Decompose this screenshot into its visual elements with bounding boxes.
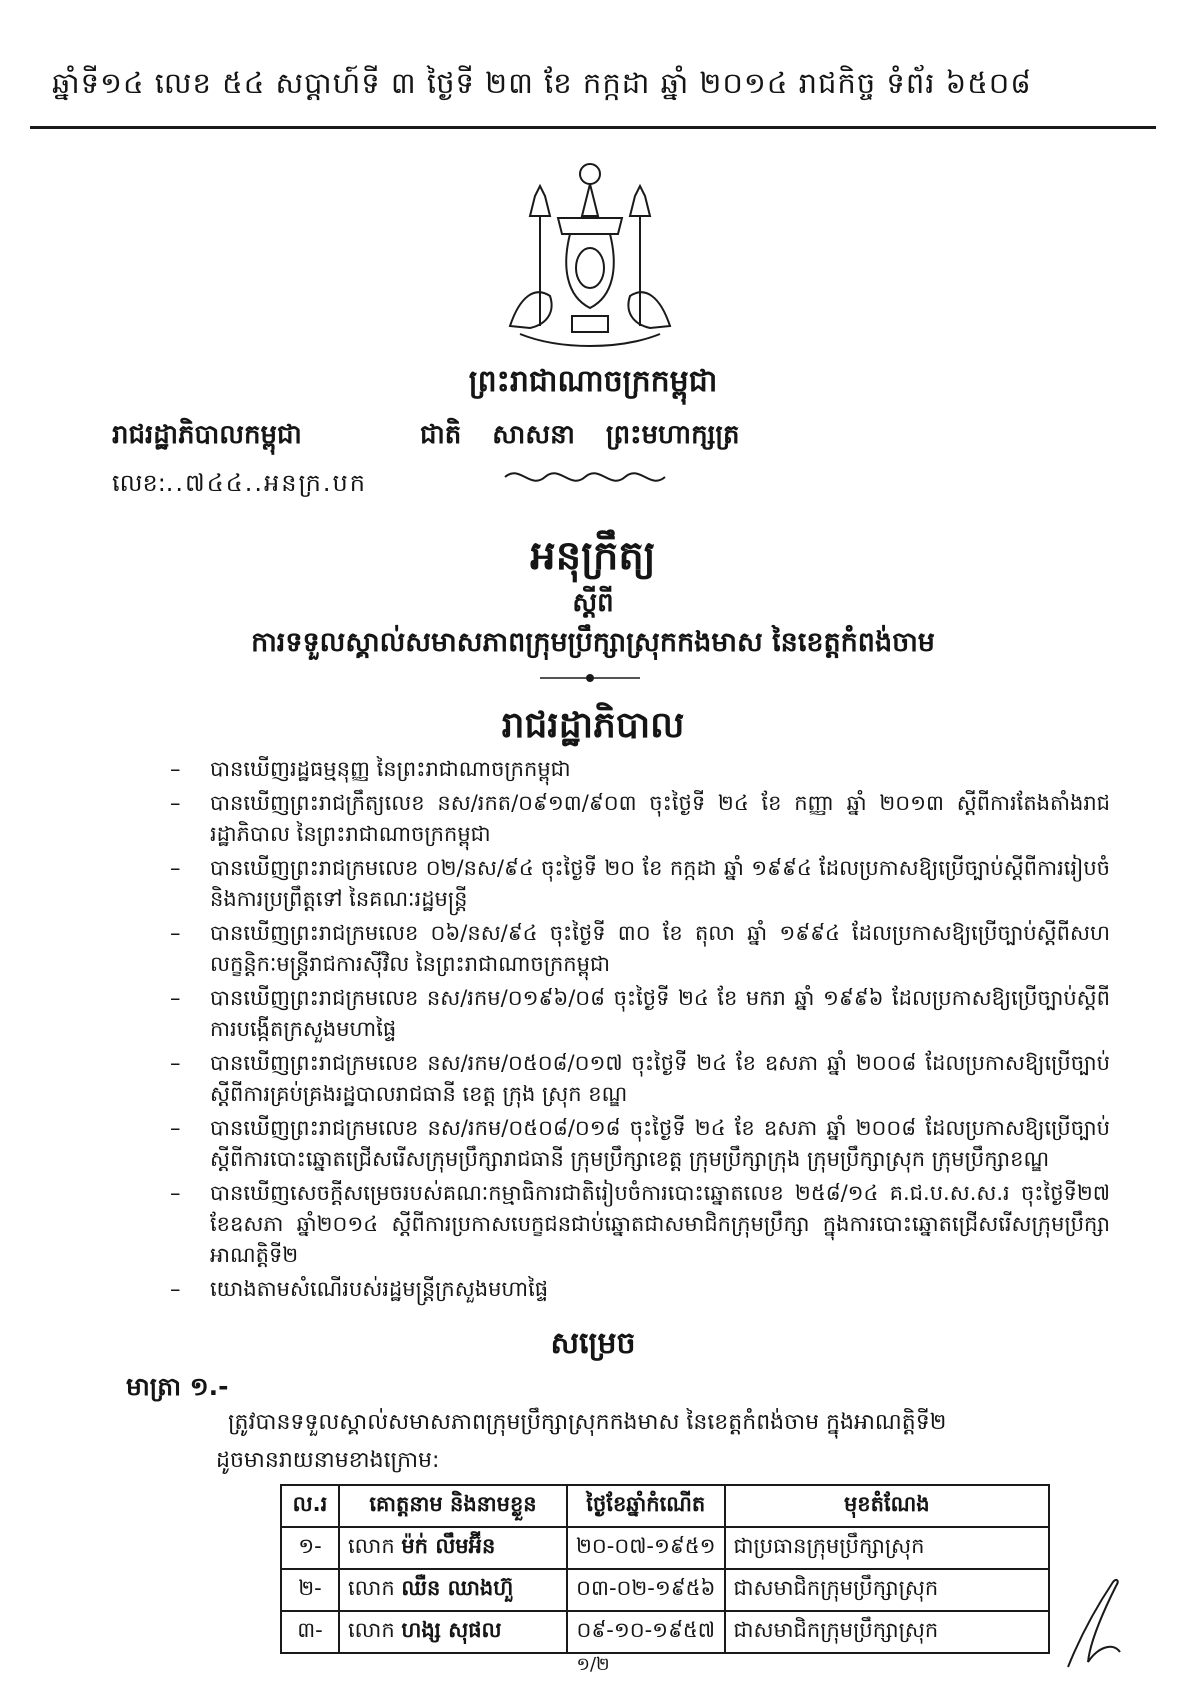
preamble-item: – បានឃើញសេចក្តីសម្រេចរបស់គណៈកម្មាធិការជាតិរៀបចំការបោះឆ្នោតលេខ ២៥៨/១៤ គ.ជ.ប.ស.ស.រ ចុះថ្ងៃទី២៧ ខែឧសភា ឆ្នាំ២០១៤ ស្តីពីការប្រកាសបេក្ខជនជាប់ឆ្នោតជាសមាជិកក្រុមប្រឹក្សា ក្នុងការបោះឆ្នោតជ្រើសរើសក្រុមប្រឹក្សា អាណត្តិទី២	[170, 1181, 1110, 1267]
issuing-body: រាជរដ្ឋាភិបាលកម្ពុជា	[112, 420, 302, 450]
member-position: ជាសមាជិកក្រុមប្រឹក្សាស្រុក	[725, 1611, 1049, 1653]
table-row	[281, 1527, 1049, 1569]
preamble-item: – បានឃើញព្រះរាជក្រមលេខ ០៦/នស/៩៤ ចុះថ្ងៃទី ៣០ ខែ តុលា ឆ្នាំ ១៩៩៤ ដែលប្រកាសឱ្យប្រើច្បាប់ស្តីពីសហលក្ខន្តិកៈមន្ត្រីរាជការស៊ីវិល នៃព្រះរាជាណាចក្រកម្ពុជា	[170, 921, 1110, 976]
reference-value: ..៧៤៤..អនក្រ.បក	[165, 469, 367, 497]
column-header-position: មុខតំណែង	[725, 1485, 1049, 1527]
member-honorific: លោក	[348, 1575, 395, 1600]
kingdom-title: ព្រះរាជាណាចក្រកម្ពុជា	[468, 364, 718, 399]
decision-heading: សម្រេច	[550, 1326, 636, 1361]
row-number: ៣-	[281, 1611, 339, 1653]
preamble-item: – បានឃើញរដ្ឋធម្មនុញ្ញ នៃព្រះរាជាណាចក្រកម្ពុជា	[170, 757, 571, 781]
row-number: ១-	[281, 1527, 339, 1569]
document-type: អនុក្រឹត្យ	[530, 533, 656, 579]
member-name: ឈឺន ឈាងហ៊ួ	[401, 1575, 514, 1600]
member-name-cell	[339, 1569, 567, 1611]
member-name-cell	[339, 1527, 567, 1569]
reference-label: លេខ:	[112, 469, 166, 497]
preamble-item: – បានឃើញព្រះរាជក្រមលេខ នស/រកម/០៥០៨/០១៧ ចុះថ្ងៃទី ២៤ ខែ ឧសភា ឆ្នាំ ២០០៨ ដែលប្រកាសឱ្យប្រើច្បាប់ស្តីពីការគ្រប់គ្រងរដ្ឋបាលរាជធានី ខេត្ត ក្រុង ស្រុក ខណ្ឌ	[170, 1051, 1110, 1106]
document-on: ស្តីពី	[572, 588, 614, 618]
article-label: មាត្រា ១.-	[126, 1372, 229, 1401]
document-subject: ការទទួលស្គាល់សមាសភាពក្រុមប្រឹក្សាស្រុកកងមាស នៃខេត្តកំពង់ចាម	[251, 627, 935, 658]
column-header-name: គោត្តនាម និងនាមខ្លួន	[339, 1485, 567, 1527]
article-text-continued: ដូចមានរាយនាមខាងក្រោម:	[216, 1448, 440, 1473]
article-text: ត្រូវបានទទួលស្គាល់សមាសភាពក្រុមប្រឹក្សាស្រុកកងមាស នៃខេត្តកំពង់ចាម ក្នុងអាណត្តិទី២	[228, 1410, 947, 1435]
member-honorific: លោក	[348, 1617, 395, 1642]
preamble-item: – បានឃើញព្រះរាជក្រមលេខ ០២/នស/៩៤ ចុះថ្ងៃទី ២០ ខែ កក្កដា ឆ្នាំ ១៩៩៤ ដែលប្រកាសឱ្យប្រើច្បាប់ស្តីពីការរៀបចំ និងការប្រព្រឹត្តទៅ នៃគណៈរដ្ឋមន្ត្រី	[170, 856, 1110, 911]
column-header-dob: ថ្ងៃខែឆ្នាំកំណើត	[567, 1485, 725, 1527]
preamble-item: – យោងតាមសំណើរបស់រដ្ឋមន្ត្រីក្រសួងមហាផ្ទៃ	[170, 1277, 549, 1301]
motto-ornament	[500, 462, 670, 492]
row-number: ២-	[281, 1569, 339, 1611]
page-number: ១/២	[576, 1654, 610, 1675]
member-dob: ២០-០៧-១៩៥១	[567, 1527, 725, 1569]
gazette-running-header: ឆ្នាំទី១៤ លេខ ៥៤ សប្តាហ៍ទី ៣ ថ្ងៃទី ២៣ ខែ កក្កដា ឆ្នាំ ២០១៤ រាជកិច្ច ទំព័រ ៦៥០៨	[52, 66, 1032, 100]
member-position: ជាប្រធានក្រុមប្រឹក្សាស្រុក	[725, 1527, 1049, 1569]
header-rule	[30, 126, 1156, 129]
royal-arms-emblem	[500, 156, 680, 356]
members-table	[280, 1484, 1050, 1654]
member-name: ម៉ក់ លឹមអ៊ីន	[401, 1533, 496, 1558]
title-divider	[540, 672, 640, 684]
preamble-item: – បានឃើញព្រះរាជក្រមលេខ នស/រកម/០៥០៨/០១៨ ចុះថ្ងៃទី ២៤ ខែ ឧសភា ឆ្នាំ ២០០៨ ដែលប្រកាសឱ្យប្រើច្បាប់ស្តីពីការបោះឆ្នោតជ្រើសរើសក្រុមប្រឹក្សារាជធានី ក្រុមប្រឹក្សាខេត្ត ក្រុមប្រឹក្សាក្រុង ក្រុមប្រឹក្សាស្រុក ក្រុមប្រឹក្សាខណ្ឌ	[170, 1116, 1110, 1171]
preamble-item: – បានឃើញព្រះរាជក្រឹត្យលេខ នស/រកត/០៩១៣/៩០៣ ចុះថ្ងៃទី ២៤ ខែ កញ្ញា ឆ្នាំ ២០១៣ ស្តីពីការតែងតាំងរាជរដ្ឋាភិបាល នៃព្រះរាជាណាចក្រកម្ពុជា	[170, 791, 1110, 846]
member-honorific: លោក	[348, 1533, 395, 1558]
issuer-heading: រាជរដ្ឋាភិបាល	[501, 705, 685, 746]
column-header-no: ល.រ	[281, 1485, 339, 1527]
reference-number	[112, 468, 367, 503]
member-dob: ០៣-០២-១៩៥៦	[567, 1569, 725, 1611]
preamble-list	[170, 754, 1110, 1308]
member-position: ជាសមាជិកក្រុមប្រឹក្សាស្រុក	[725, 1569, 1049, 1611]
member-name: ហង្ស សុផល	[401, 1617, 502, 1642]
national-motto: ជាតិ សាសនា ព្រះមហាក្សត្រ	[420, 420, 740, 450]
member-name-cell	[339, 1611, 567, 1653]
table-row	[281, 1611, 1049, 1653]
member-dob: ០៩-១០-១៩៥៧	[567, 1611, 725, 1653]
table-row	[281, 1569, 1049, 1611]
preamble-item: – បានឃើញព្រះរាជក្រមលេខ នស/រកម/០១៩៦/០៨ ចុះថ្ងៃទី ២៤ ខែ មករា ឆ្នាំ ១៩៩៦ ដែលប្រកាសឱ្យប្រើច្បាប់ស្តីពីការបង្កើតក្រសួងមហាផ្ទៃ	[170, 986, 1110, 1041]
table-header-row	[281, 1485, 1049, 1527]
